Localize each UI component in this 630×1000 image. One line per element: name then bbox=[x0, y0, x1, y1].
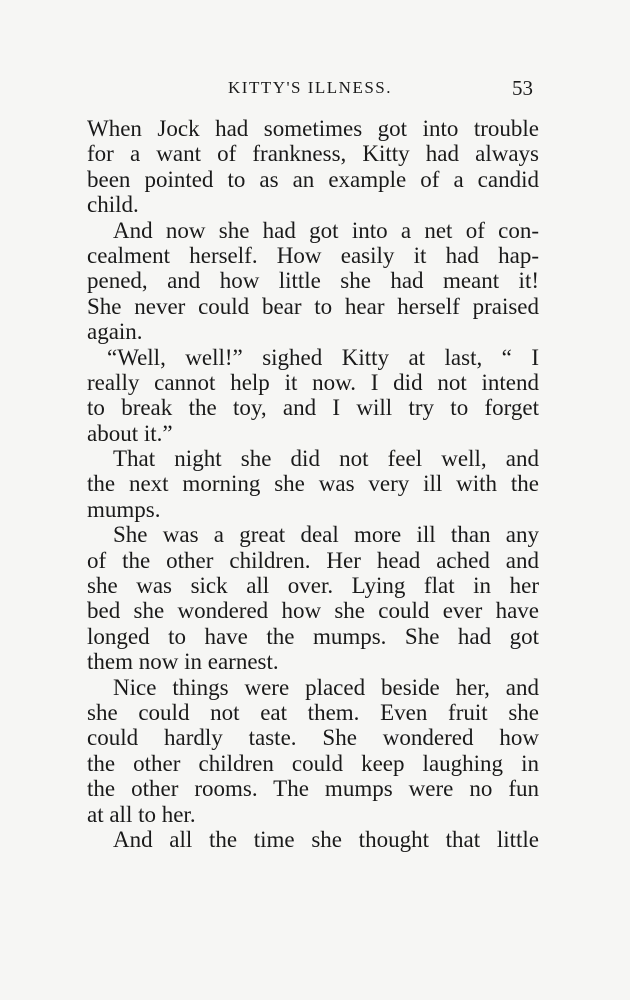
text-line: longed to have the mumps. She had got bbox=[87, 623, 539, 649]
running-head bbox=[0, 74, 630, 104]
text-line: child. bbox=[87, 192, 139, 218]
text-line: And all the time she thought that little bbox=[113, 826, 539, 852]
text-line: cealment herself. How easily it had hap- bbox=[87, 242, 539, 268]
text-line: again. bbox=[87, 319, 143, 345]
text-line: about it.” bbox=[87, 420, 173, 446]
text-line: “Well, well!” sighed Kitty at last, “ I bbox=[107, 344, 539, 370]
text-line: them now in earnest. bbox=[87, 649, 279, 675]
text-line: could hardly taste. She wondered how bbox=[87, 725, 539, 751]
text-line: been pointed to as an example of a candid bbox=[87, 166, 539, 192]
text-line: the next morning she was very ill with the bbox=[87, 471, 539, 497]
text-line: for a want of frankness, Kitty had always bbox=[87, 141, 539, 167]
text-line: to break the toy, and I will try to forget bbox=[87, 395, 539, 421]
text-line: And now she had got into a net of con- bbox=[113, 217, 539, 243]
text-line: When Jock had sometimes got into trouble bbox=[87, 116, 539, 141]
text-line: She never could bear to hear herself praised bbox=[87, 293, 539, 319]
text-line: the other rooms. The mumps were no fun bbox=[87, 776, 539, 802]
text-line: mumps. bbox=[87, 496, 161, 522]
page-number: 53 bbox=[512, 76, 533, 100]
text-line: of the other children. Her head ached and bbox=[87, 547, 539, 573]
text-line: pened, and how little she had meant it! bbox=[87, 268, 539, 294]
running-title: KITTY'S ILLNESS. bbox=[228, 78, 393, 97]
text-line: She was a great deal more ill than any bbox=[113, 522, 539, 548]
text-line: she could not eat them. Even fruit she bbox=[87, 699, 539, 725]
text-line: at all to her. bbox=[87, 801, 196, 827]
text-line: That night she did not feel well, and bbox=[113, 446, 539, 472]
body-text bbox=[87, 116, 539, 852]
text-line: the other children could keep laughing in bbox=[87, 750, 539, 776]
text-line: bed she wondered how she could ever have bbox=[87, 598, 539, 624]
text-line: Nice things were placed beside her, and bbox=[113, 674, 539, 700]
text-line: really cannot help it now. I did not intend bbox=[87, 369, 539, 395]
text-line: she was sick all over. Lying flat in her bbox=[87, 573, 539, 599]
